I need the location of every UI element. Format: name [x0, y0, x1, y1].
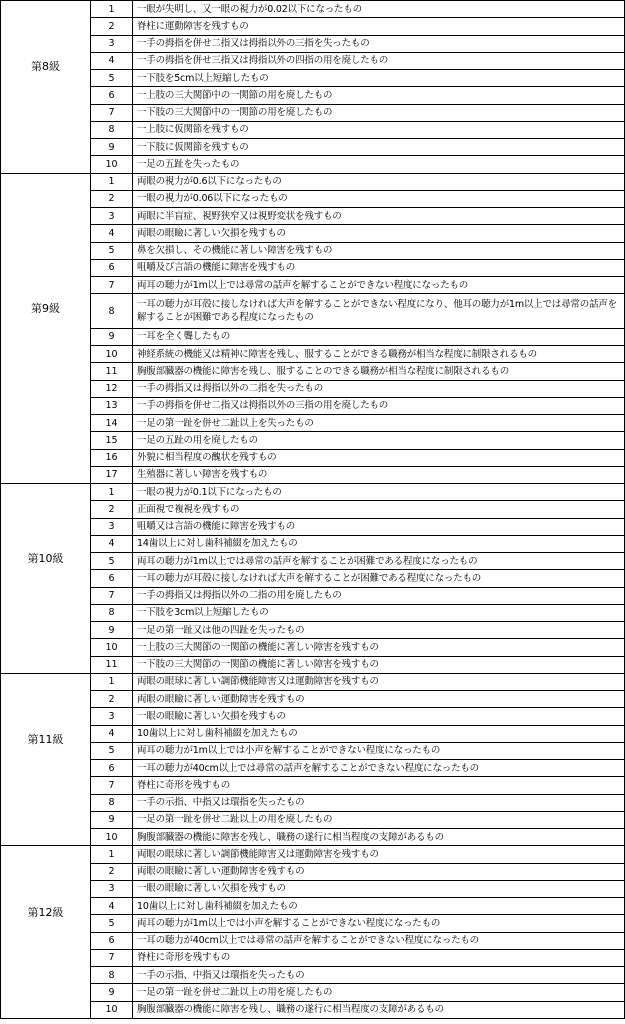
item-description: 両眼の眼球に著しい調節機能障害又は運動障害を残すもの [133, 673, 625, 690]
item-description: 正面視で複視を残すもの [133, 501, 625, 518]
item-description: 10歯以上に対し歯科補綴を加えたもの [133, 725, 625, 742]
table-row [1, 898, 625, 915]
table-row [1, 863, 625, 880]
item-description: 脊柱に奇形を残すもの [133, 949, 625, 966]
item-description: 一眼の視力が0.06以下になったもの [133, 190, 625, 207]
item-description: 咀嚼又は言語の機能に障害を残すもの [133, 518, 625, 535]
table-row [1, 70, 625, 87]
table-row [1, 725, 625, 742]
table-row [1, 104, 625, 121]
table-row [1, 535, 625, 552]
item-description: 胸腹部臓器の機能に障害を残し、職務の遂行に相当程度の支障があるもの [133, 829, 625, 846]
grade-label: 第12級 [1, 846, 91, 1019]
item-description: 一足の五趾を失ったもの [133, 156, 625, 173]
table-row [1, 915, 625, 932]
item-description: 一眼の眼瞼に著しい欠損を残すもの [133, 708, 625, 725]
item-number: 10 [91, 346, 133, 363]
item-number: 4 [91, 52, 133, 69]
item-number: 2 [91, 18, 133, 35]
item-number: 5 [91, 742, 133, 759]
item-description: 脊柱に運動障害を残すもの [133, 18, 625, 35]
item-description: 一下肢を3cm以上短縮したもの [133, 604, 625, 621]
item-description: 一下肢に仮関節を残すもの [133, 139, 625, 156]
item-number: 17 [91, 466, 133, 483]
item-description: 一足の第一趾を併せ二趾以上の用を廃したもの [133, 811, 625, 828]
item-description: 一上肢に仮関節を残すもの [133, 121, 625, 138]
table-row [1, 708, 625, 725]
item-description: 一耳の聴力が40cm以上では尋常の話声を解することができない程度になったもの [133, 760, 625, 777]
item-description: 一耳の聴力が40cm以上では尋常の話声を解することができない程度になったもの [133, 932, 625, 949]
item-description: 両眼の眼瞼に著しい欠損を残すもの [133, 225, 625, 242]
item-description: 一足の第一趾を併せ二趾以上を失ったもの [133, 415, 625, 432]
item-description: 両耳の聴力が1m以上では尋常の話声を解することが困難である程度になったもの [133, 553, 625, 570]
table-row [1, 1, 625, 18]
item-description: 一眼の眼瞼に著しい欠損を残すもの [133, 880, 625, 897]
item-number: 6 [91, 932, 133, 949]
item-description: 一下肢を5cm以上短縮したもの [133, 70, 625, 87]
table-row [1, 328, 625, 345]
table-row [1, 984, 625, 1001]
item-description: 神経系統の機能又は精神に障害を残し、服することができる職務が相当な程度に制限されるもの [133, 346, 625, 363]
item-description: 一手の示指、中指又は環指を失ったもの [133, 967, 625, 984]
table-row [1, 570, 625, 587]
item-number: 8 [91, 967, 133, 984]
item-number: 10 [91, 639, 133, 656]
item-number: 2 [91, 863, 133, 880]
table-row [1, 449, 625, 466]
item-number: 6 [91, 87, 133, 104]
item-number: 16 [91, 449, 133, 466]
table-row [1, 173, 625, 190]
item-number: 3 [91, 708, 133, 725]
item-number: 6 [91, 760, 133, 777]
item-number: 8 [91, 294, 133, 329]
item-description: 一手の拇指又は拇指以外の二指を失ったもの [133, 380, 625, 397]
item-number: 9 [91, 984, 133, 1001]
item-number: 4 [91, 898, 133, 915]
item-number: 11 [91, 656, 133, 673]
item-description: 両耳の聴力が1m以上では尋常の話声を解することができない程度になったもの [133, 277, 625, 294]
item-description: 胸腹部臓器の機能に障害を残し、職務の遂行に相当程度の支障があるもの [133, 1001, 625, 1018]
table-row [1, 587, 625, 604]
table-row [1, 967, 625, 984]
item-number: 2 [91, 190, 133, 207]
item-number: 3 [91, 208, 133, 225]
item-number: 9 [91, 811, 133, 828]
item-description: 両耳の聴力が1m以上では小声を解することができない程度になったもの [133, 742, 625, 759]
table-row [1, 190, 625, 207]
item-description: 胸腹部臓器の機能に障害を残し、服することのできる職務が相当な程度に制限されるもの [133, 363, 625, 380]
item-number: 4 [91, 225, 133, 242]
item-description: 生殖器に著しい障害を残すもの [133, 466, 625, 483]
item-number: 1 [91, 484, 133, 501]
item-number: 7 [91, 277, 133, 294]
table-row [1, 1001, 625, 1018]
item-number: 3 [91, 35, 133, 52]
item-number: 14 [91, 415, 133, 432]
item-description: 一足の第一趾又は他の四趾を失ったもの [133, 622, 625, 639]
table-row [1, 794, 625, 811]
table-row [1, 501, 625, 518]
item-description: 両眼の眼瞼に著しい運動障害を残すもの [133, 691, 625, 708]
item-description: 一手の拇指を併せ二指又は拇指以外の三指を失ったもの [133, 35, 625, 52]
item-description: 10歯以上に対し歯科補綴を加えたもの [133, 898, 625, 915]
item-description: 一耳の聴力が耳殻に接しなければ大声を解することができない程度になり、他耳の聴力が1m以上では尋常の話声を解することが困難である程度になったもの [133, 294, 625, 329]
table-row [1, 35, 625, 52]
item-description: 両眼の眼瞼に著しい運動障害を残すもの [133, 863, 625, 880]
item-number: 13 [91, 397, 133, 414]
item-number: 5 [91, 70, 133, 87]
item-description: 一手の拇指又は拇指以外の二指の用を廃したもの [133, 587, 625, 604]
table-row [1, 553, 625, 570]
item-number: 1 [91, 673, 133, 690]
table-row [1, 656, 625, 673]
table-row [1, 87, 625, 104]
item-number: 5 [91, 242, 133, 259]
table-row [1, 156, 625, 173]
item-description: 鼻を欠損し、その機能に著しい障害を残すもの [133, 242, 625, 259]
table-row [1, 604, 625, 621]
table-row [1, 259, 625, 276]
item-description: 一手の拇指を併せ二指又は拇指以外の三指の用を廃したもの [133, 397, 625, 414]
item-number: 1 [91, 846, 133, 863]
item-description: 両眼の眼球に著しい調節機能障害又は運動障害を残すもの [133, 846, 625, 863]
table-row [1, 415, 625, 432]
table-row [1, 466, 625, 483]
table-row [1, 846, 625, 863]
item-number: 10 [91, 1001, 133, 1018]
item-description: 一足の第一趾を併せ二趾以上の用を廃したもの [133, 984, 625, 1001]
table-row [1, 346, 625, 363]
item-number: 8 [91, 794, 133, 811]
table-row [1, 242, 625, 259]
item-description: 両眼の視力が0.6以下になったもの [133, 173, 625, 190]
item-number: 7 [91, 104, 133, 121]
table-row [1, 121, 625, 138]
table-row [1, 673, 625, 690]
item-number: 9 [91, 139, 133, 156]
item-number: 5 [91, 553, 133, 570]
table-row [1, 829, 625, 846]
item-number: 8 [91, 604, 133, 621]
item-description: 一耳を全く聾したもの [133, 328, 625, 345]
grade-label: 第9級 [1, 173, 91, 484]
item-description: 一手の示指、中指又は環指を失ったもの [133, 794, 625, 811]
item-number: 7 [91, 587, 133, 604]
item-description: 一眼が失明し、又一眼の視力が0.02以下になったもの [133, 1, 625, 18]
item-description: 一耳の聴力が耳殻に接しなければ大声を解することが困難である程度になったもの [133, 570, 625, 587]
item-number: 10 [91, 156, 133, 173]
table-row [1, 742, 625, 759]
table-row [1, 691, 625, 708]
item-number: 4 [91, 725, 133, 742]
grade-label: 第8級 [1, 1, 91, 174]
item-number: 6 [91, 259, 133, 276]
item-number: 7 [91, 777, 133, 794]
item-description: 両耳の聴力が1m以上では小声を解することができない程度になったもの [133, 915, 625, 932]
item-number: 3 [91, 518, 133, 535]
item-number: 7 [91, 949, 133, 966]
table-row [1, 484, 625, 501]
table-row [1, 363, 625, 380]
item-description: 一手の拇指を併せ三指又は拇指以外の四指の用を廃したもの [133, 52, 625, 69]
item-number: 1 [91, 173, 133, 190]
item-number: 2 [91, 691, 133, 708]
item-description: 一足の五趾の用を廃したもの [133, 432, 625, 449]
item-description: 外貌に相当程度の醜状を残すもの [133, 449, 625, 466]
table-body [1, 1, 625, 1019]
table-row [1, 811, 625, 828]
item-number: 8 [91, 121, 133, 138]
table-row [1, 639, 625, 656]
table-row [1, 52, 625, 69]
table-row [1, 139, 625, 156]
table-row [1, 294, 625, 329]
item-number: 15 [91, 432, 133, 449]
item-number: 2 [91, 501, 133, 518]
table-row [1, 380, 625, 397]
table-row [1, 518, 625, 535]
item-number: 9 [91, 622, 133, 639]
table-row [1, 208, 625, 225]
table-row [1, 760, 625, 777]
table-row [1, 432, 625, 449]
item-number: 3 [91, 880, 133, 897]
item-number: 11 [91, 363, 133, 380]
table-row [1, 622, 625, 639]
item-number: 12 [91, 380, 133, 397]
item-description: 両眼に半盲症、視野狭窄又は視野変状を残すもの [133, 208, 625, 225]
item-number: 5 [91, 915, 133, 932]
item-number: 4 [91, 535, 133, 552]
item-description: 一眼の視力が0.1以下になったもの [133, 484, 625, 501]
item-number: 1 [91, 1, 133, 18]
table-row [1, 225, 625, 242]
item-description: 一上肢の三大関節中の一関節の用を廃したもの [133, 87, 625, 104]
table-row [1, 397, 625, 414]
item-description: 脊柱に奇形を残すもの [133, 777, 625, 794]
item-description: 一下肢の三大関節の一関節の機能に著しい障害を残すもの [133, 656, 625, 673]
grade-label: 第11級 [1, 673, 91, 846]
table-row [1, 880, 625, 897]
item-number: 6 [91, 570, 133, 587]
item-description: 一上肢の三大関節の一関節の機能に著しい障害を残すもの [133, 639, 625, 656]
item-description: 一下肢の三大関節中の一関節の用を廃したもの [133, 104, 625, 121]
table-row [1, 949, 625, 966]
table-row [1, 18, 625, 35]
grade-label: 第10級 [1, 484, 91, 674]
item-description: 咀嚼及び言語の機能に障害を残すもの [133, 259, 625, 276]
table-row [1, 777, 625, 794]
table-row [1, 932, 625, 949]
item-number: 10 [91, 829, 133, 846]
item-description: 14歯以上に対し歯科補綴を加えたもの [133, 535, 625, 552]
item-number: 9 [91, 328, 133, 345]
table-row [1, 277, 625, 294]
